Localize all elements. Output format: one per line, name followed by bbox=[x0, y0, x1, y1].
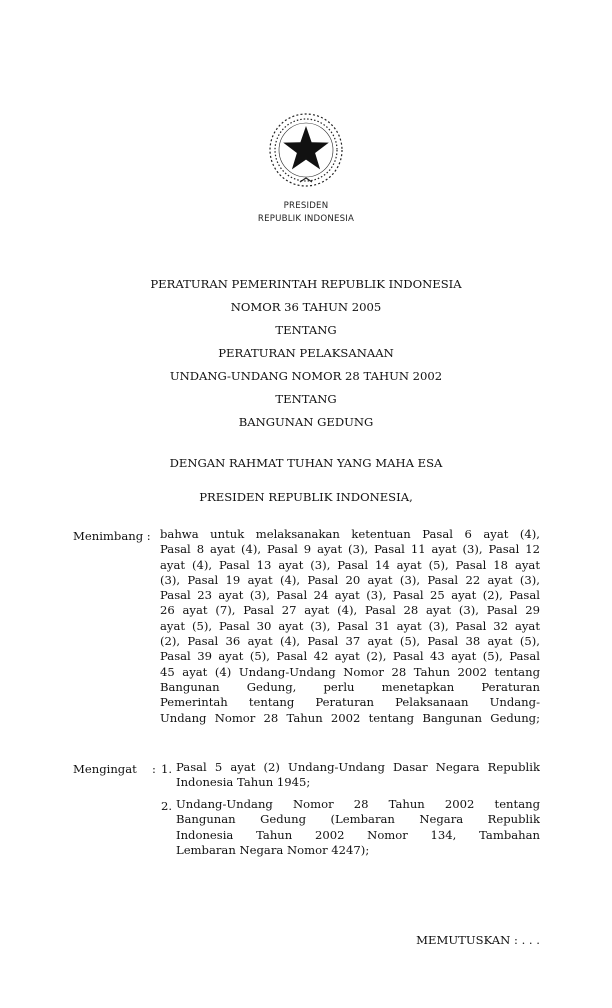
text-line: ayat (4), Pasal 13 ayat (3), Pasal 14 ayat (5), Pasal 18 ayat bbox=[160, 557, 540, 572]
text-line: (3), Pasal 19 ayat (4), Pasal 20 ayat (3), Pasal 22 ayat (3), bbox=[160, 572, 540, 587]
text-line: 45 ayat (4) Undang-Undang Nomor 28 Tahun 2002 tentang bbox=[160, 664, 540, 679]
text-line: bahwa untuk melaksanakan ketentuan Pasal 6 ayat (4), bbox=[160, 527, 540, 541]
text-line: Pasal 8 ayat (4), Pasal 9 ayat (3), Pasal 11 ayat (3), Pasal 12 bbox=[160, 542, 540, 557]
item-number: 2. bbox=[161, 799, 173, 813]
text-line: 26 ayat (7), Pasal 27 ayat (4), Pasal 28 ayat (3), Pasal 29 bbox=[160, 603, 540, 618]
title-line: BANGUNAN GEDUNG bbox=[238, 415, 374, 429]
title-line: NOMOR 36 TAHUN 2005 bbox=[230, 300, 382, 314]
mengingat-colon: : bbox=[152, 762, 156, 776]
text-line: Undang-Undang Nomor 28 Tahun 2002 tentang bbox=[176, 797, 540, 811]
presidential-seal-emblem bbox=[266, 110, 346, 190]
text-line: Pasal 5 ayat (2) Undang-Undang Dasar Negara Republik bbox=[176, 760, 540, 774]
text-line: Indonesia Tahun 1945; bbox=[176, 775, 311, 790]
text-line: Pasal 23 ayat (3), Pasal 24 ayat (3), Pasal 25 ayat (2), Pasal bbox=[160, 588, 540, 603]
text-line: Indonesia Tahun 2002 Nomor 134, Tambahan bbox=[176, 827, 540, 842]
title-line: PERATURAN PEMERINTAH REPUBLIK INDONESIA bbox=[150, 277, 462, 291]
continuation-marker: MEMUTUSKAN : . . . bbox=[416, 933, 540, 947]
text-line: Pemerintah tentang Peraturan Pelaksanaan Undang- bbox=[160, 695, 540, 710]
title-line: UNDANG-UNDANG NOMOR 28 TAHUN 2002 bbox=[169, 369, 443, 383]
menimbang-label: Menimbang : bbox=[73, 529, 151, 543]
title-line: TENTANG bbox=[275, 323, 337, 337]
mengingat-item-2 bbox=[176, 797, 540, 858]
text-line: Lembaran Negara Nomor 4247); bbox=[176, 842, 370, 857]
text-line: ayat (5), Pasal 30 ayat (3), Pasal 31 ayat (3), Pasal 32 ayat bbox=[160, 618, 540, 633]
letterhead-republik-indonesia: REPUBLIK INDONESIA bbox=[257, 214, 355, 224]
mengingat-item-1 bbox=[176, 760, 540, 791]
preamble: DENGAN RAHMAT TUHAN YANG MAHA ESA bbox=[169, 456, 443, 470]
authority: PRESIDEN REPUBLIK INDONESIA, bbox=[199, 490, 413, 504]
title-line: TENTANG bbox=[275, 392, 337, 406]
menimbang-text bbox=[160, 527, 540, 726]
title-line: PERATURAN PELAKSANAAN bbox=[218, 346, 394, 360]
text-line: Pasal 39 ayat (5), Pasal 42 ayat (2), Pasal 43 ayat (5), Pasal bbox=[160, 649, 540, 664]
text-line: (2), Pasal 36 ayat (4), Pasal 37 ayat (5), Pasal 38 ayat (5), bbox=[160, 634, 540, 649]
text-line: Undang Nomor 28 Tahun 2002 tentang Bangunan Gedung; bbox=[160, 710, 540, 725]
item-number: 1. bbox=[161, 762, 173, 776]
text-line: Bangunan Gedung (Lembaran Negara Republik bbox=[176, 812, 540, 827]
mengingat-label: Mengingat bbox=[73, 762, 137, 776]
letterhead-presiden: PRESIDEN bbox=[283, 201, 329, 211]
text-line: Bangunan Gedung, perlu menetapkan Peraturan bbox=[160, 679, 540, 694]
